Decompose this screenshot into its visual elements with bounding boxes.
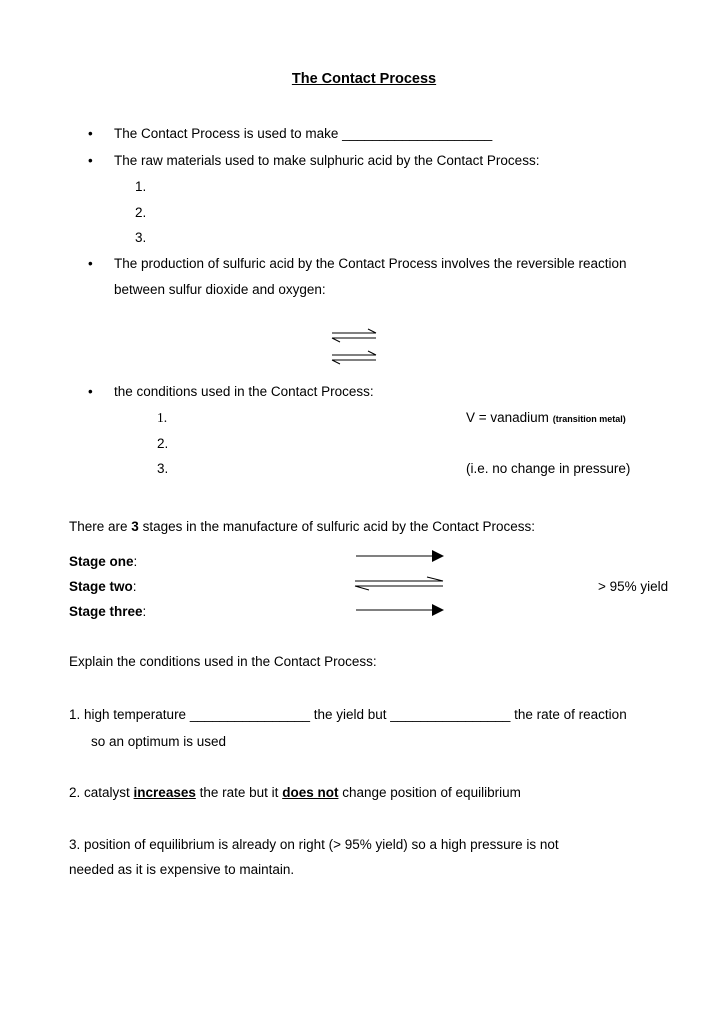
- explain-point-1-line2: so an optimum is used: [91, 734, 227, 749]
- stage-three-label: Stage three:: [69, 604, 147, 619]
- explain-point-1-line1: 1. high temperature ________________ the yield but ________________ the rate of reaction: [69, 707, 627, 722]
- condition-1: 1.: [157, 410, 168, 425]
- explain-point-3-line2: needed as it is expensive to maintain.: [69, 862, 295, 877]
- forward-arrow-icon: [356, 603, 446, 617]
- equilibrium-arrow-icon: [332, 328, 380, 344]
- condition-note-1: V = vanadium (transition metal): [466, 410, 626, 425]
- bullet-4-text: the conditions used in the Contact Process:: [114, 384, 374, 399]
- raw-material-1: 1.: [135, 179, 147, 194]
- raw-material-2: 2.: [135, 205, 147, 220]
- bullet-3-line1: The production of sulfuric acid by the Contact Process involves the reversible reaction: [114, 256, 627, 271]
- condition-note-3: (i.e. no change in pressure): [466, 461, 631, 476]
- stages-intro: There are 3 stages in the manufacture of sulfuric acid by the Contact Process:: [69, 519, 536, 534]
- stage-two-label: Stage two:: [69, 579, 137, 594]
- bullet-3-line2: between sulfur dioxide and oxygen:: [114, 282, 326, 297]
- bullet-icon: •: [88, 126, 93, 141]
- bullet-1-text: The Contact Process is used to make ____________________: [114, 126, 493, 141]
- stage-one-label: Stage one:: [69, 554, 138, 569]
- stage-two-yield: > 95% yield: [598, 579, 669, 594]
- bullet-icon: •: [88, 384, 93, 399]
- equilibrium-arrow-icon: [332, 350, 380, 366]
- condition-3: 3.: [157, 461, 169, 476]
- bullet-icon: •: [88, 256, 93, 271]
- condition-2: 2.: [157, 436, 169, 451]
- raw-material-3: 3.: [135, 230, 147, 245]
- explain-point-3-line1: 3. position of equilibrium is already on right (> 95% yield) so a high pressure is not: [69, 837, 559, 852]
- page-title: The Contact Process: [291, 71, 437, 87]
- forward-arrow-icon: [356, 549, 446, 563]
- bullet-2-text: The raw materials used to make sulphuric acid by the Contact Process:: [114, 153, 540, 168]
- bullet-icon: •: [88, 153, 93, 168]
- explain-heading: Explain the conditions used in the Contact Process:: [69, 654, 377, 669]
- explain-point-2: 2. catalyst increases the rate but it does not change position of equilibrium: [69, 785, 521, 800]
- equilibrium-arrow-icon: [355, 575, 447, 593]
